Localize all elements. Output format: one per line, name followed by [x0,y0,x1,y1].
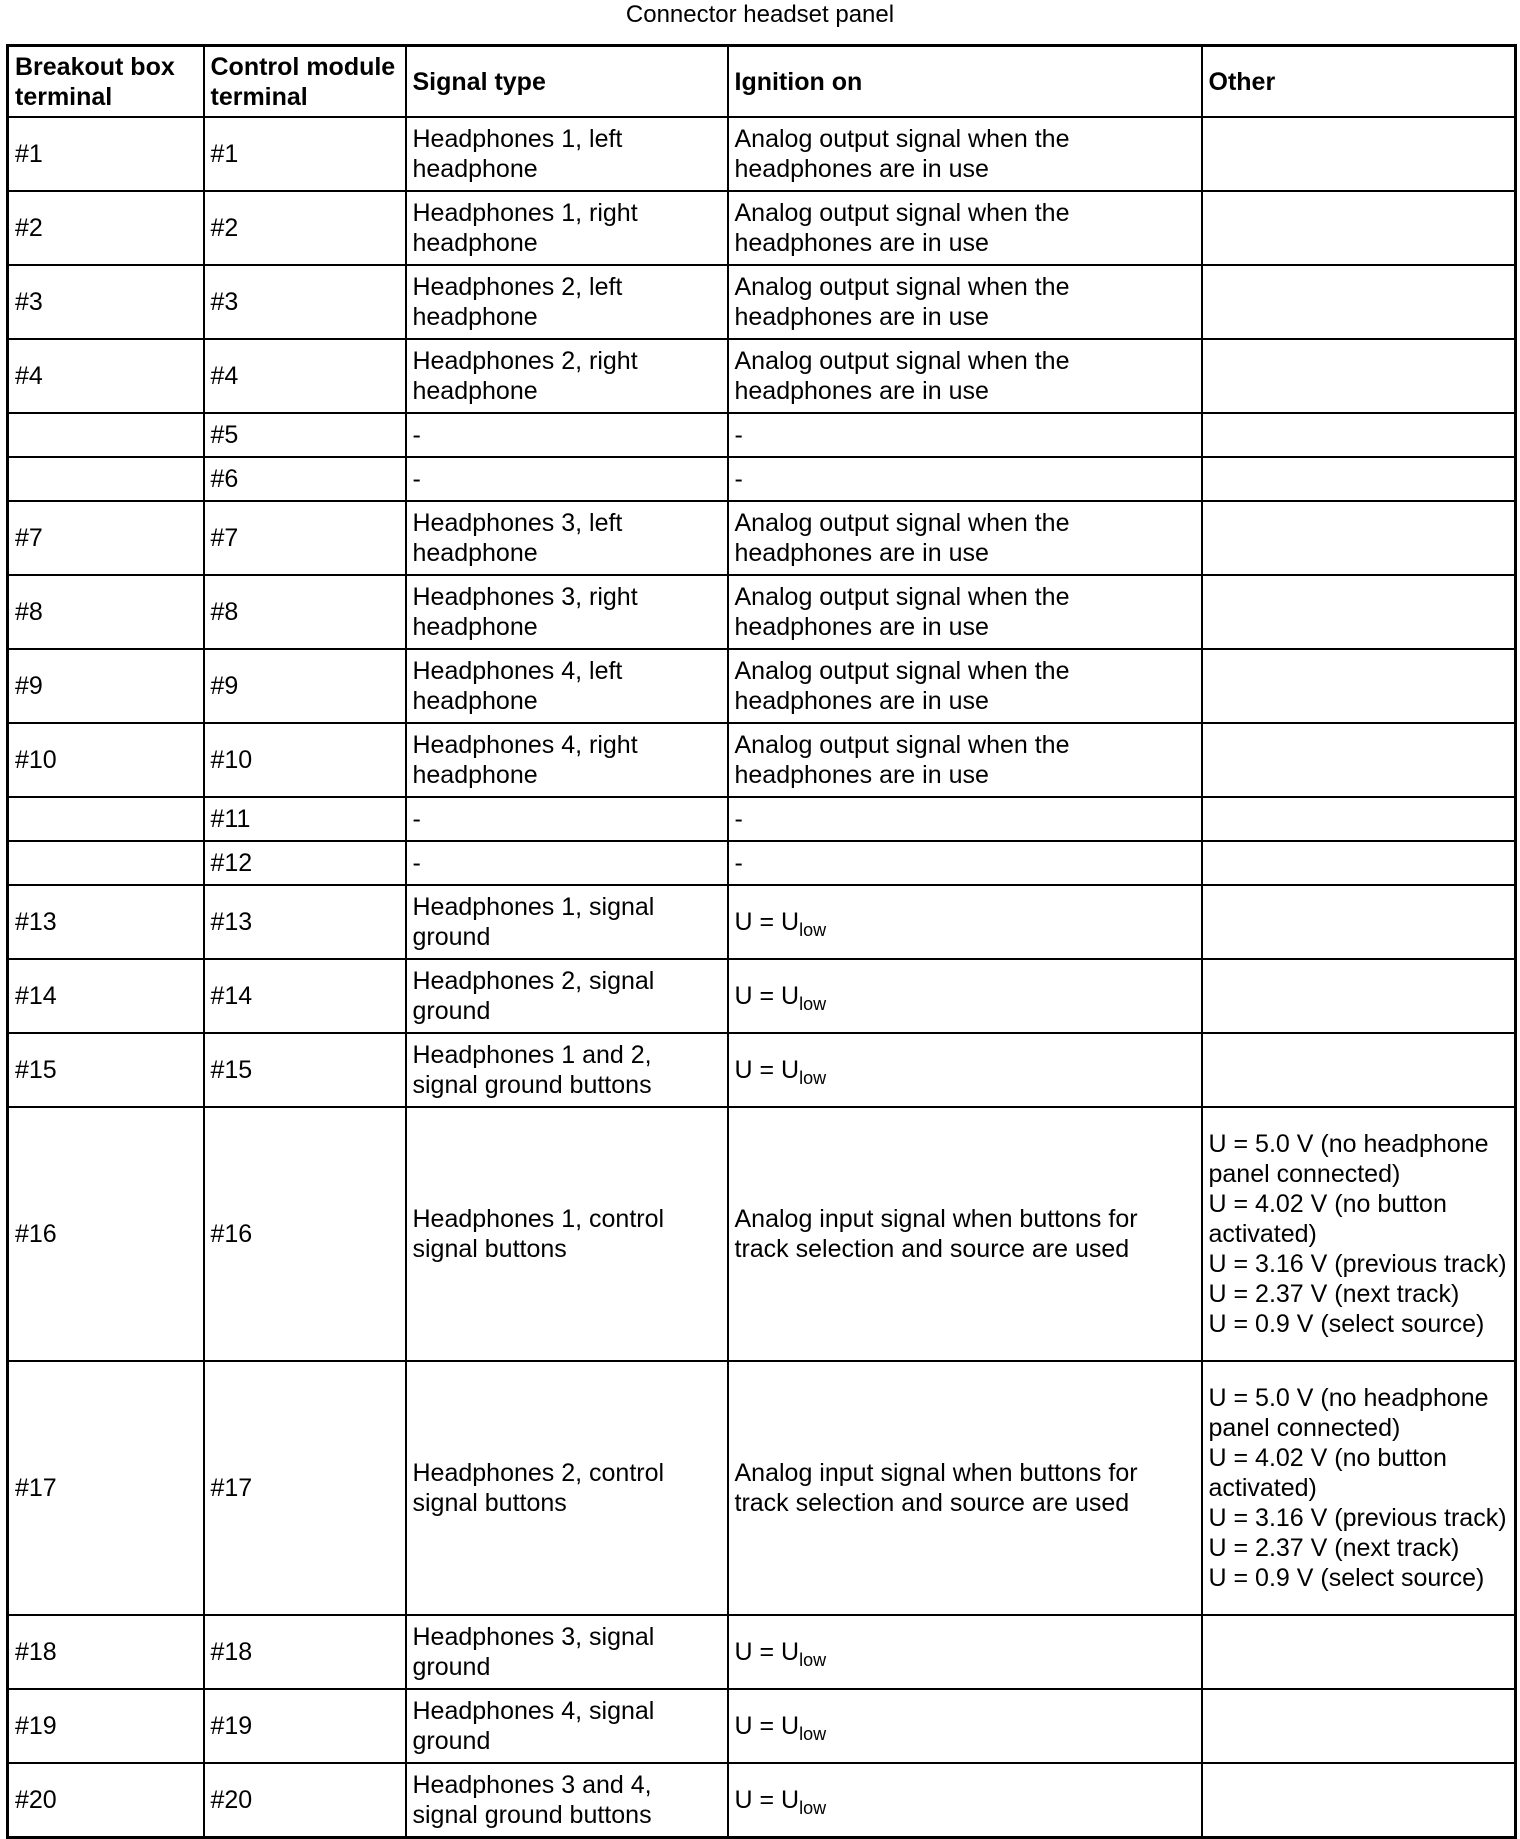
control-terminal-cell: #17 [204,1361,406,1615]
formula-base: U = U [734,1786,800,1814]
breakout-terminal-cell: #1 [8,117,204,191]
table-row [8,1033,1516,1107]
voltage-condition: U = 0.9 V (select source) [1208,1564,1485,1592]
other-cell [1202,1689,1516,1763]
breakout-terminal-cell: #9 [8,649,204,723]
control-terminal-cell: #8 [204,575,406,649]
other-cell [1202,413,1516,457]
voltage-condition: U = 2.37 V (next track) [1208,1280,1460,1308]
other-cell [1202,457,1516,501]
header-signal-type: Signal type [406,46,728,118]
ignition-on-cell [728,1689,1202,1763]
voltage-condition: U = 4.02 V (no button activated) [1208,1190,1447,1248]
table-row [8,191,1516,265]
voltage-condition: U = 3.16 V (previous track) [1208,1250,1507,1278]
table-row [8,959,1516,1033]
ignition-on-cell [728,885,1202,959]
voltage-formula [734,1786,827,1818]
table-row [8,1763,1516,1838]
breakout-terminal-cell: #19 [8,1689,204,1763]
table-row [8,265,1516,339]
breakout-terminal-cell: #16 [8,1107,204,1361]
table-row [8,1107,1516,1361]
ignition-on-cell: Analog output signal when the headphones are in use [728,649,1202,723]
ignition-on-cell: - [728,457,1202,501]
breakout-terminal-cell: #10 [8,723,204,797]
signal-type-cell: Headphones 2, signal ground [406,959,728,1033]
control-terminal-cell: #20 [204,1763,406,1838]
formula-subscript: low [799,1650,827,1670]
header-control-module-terminal: Control module terminal [204,46,406,118]
voltage-condition: U = 5.0 V (no headphone panel connected) [1208,1384,1489,1442]
signal-type-cell: Headphones 4, left headphone [406,649,728,723]
table-row [8,797,1516,841]
ignition-on-cell: - [728,413,1202,457]
breakout-terminal-cell [8,457,204,501]
ignition-on-cell [728,959,1202,1033]
signal-type-cell: Headphones 3, signal ground [406,1615,728,1689]
other-cell [1202,1615,1516,1689]
breakout-terminal-cell: #4 [8,339,204,413]
control-terminal-cell: #10 [204,723,406,797]
ignition-on-cell [728,1033,1202,1107]
signal-type-cell: - [406,841,728,885]
voltage-formula [734,982,827,1014]
table-row [8,117,1516,191]
formula-base: U = U [734,1712,800,1740]
control-terminal-cell: #9 [204,649,406,723]
signal-type-cell: Headphones 2, left headphone [406,265,728,339]
ignition-on-cell: Analog output signal when the headphones are in use [728,191,1202,265]
signal-type-cell: Headphones 1, control signal buttons [406,1107,728,1361]
other-cell [1202,265,1516,339]
ignition-on-cell: - [728,841,1202,885]
formula-base: U = U [734,1056,800,1084]
signal-type-cell: Headphones 1, right headphone [406,191,728,265]
voltage-formula [734,908,827,940]
table-row [8,1615,1516,1689]
other-cell [1202,1763,1516,1838]
breakout-terminal-cell [8,413,204,457]
breakout-terminal-cell: #13 [8,885,204,959]
table-row [8,1361,1516,1615]
control-terminal-cell: #2 [204,191,406,265]
signal-type-cell: Headphones 2, right headphone [406,339,728,413]
other-cell [1202,1107,1516,1361]
breakout-terminal-cell: #15 [8,1033,204,1107]
table-row [8,413,1516,457]
table-row [8,723,1516,797]
other-cell [1202,1361,1516,1615]
other-cell [1202,1033,1516,1107]
ignition-on-cell: Analog input signal when buttons for track selection and source are used [728,1361,1202,1615]
breakout-terminal-cell: #17 [8,1361,204,1615]
voltage-formula [734,1056,827,1088]
control-terminal-cell: #11 [204,797,406,841]
signal-type-cell: Headphones 3 and 4, signal ground buttons [406,1763,728,1838]
voltage-formula [734,1712,827,1744]
signal-type-cell: Headphones 2, control signal buttons [406,1361,728,1615]
table-header-row [8,46,1516,118]
ignition-on-cell: Analog output signal when the headphones are in use [728,339,1202,413]
voltage-condition: U = 3.16 V (previous track) [1208,1504,1507,1532]
signal-type-cell: Headphones 1, left headphone [406,117,728,191]
voltage-condition: U = 2.37 V (next track) [1208,1534,1460,1562]
breakout-terminal-cell [8,841,204,885]
table-body [8,117,1516,1838]
control-terminal-cell: #14 [204,959,406,1033]
page-title: Connector headset panel [625,1,895,28]
ignition-on-cell: Analog output signal when the headphones are in use [728,501,1202,575]
formula-base: U = U [734,908,800,936]
other-cell [1202,575,1516,649]
ignition-on-cell [728,1763,1202,1838]
breakout-terminal-cell: #7 [8,501,204,575]
other-cell [1202,191,1516,265]
other-cell [1202,885,1516,959]
formula-subscript: low [799,1068,827,1088]
signal-type-cell: - [406,457,728,501]
header-ignition-on: Ignition on [728,46,1202,118]
breakout-terminal-cell: #3 [8,265,204,339]
other-cell [1202,117,1516,191]
ignition-on-cell: - [728,797,1202,841]
formula-subscript: low [799,994,827,1014]
other-cell [1202,797,1516,841]
control-terminal-cell: #19 [204,1689,406,1763]
breakout-terminal-cell: #8 [8,575,204,649]
header-other: Other [1202,46,1516,118]
ignition-on-cell: Analog output signal when the headphones are in use [728,117,1202,191]
control-terminal-cell: #6 [204,457,406,501]
breakout-terminal-cell: #14 [8,959,204,1033]
formula-base: U = U [734,1638,800,1666]
control-terminal-cell: #13 [204,885,406,959]
formula-subscript: low [799,1724,827,1744]
other-cell [1202,339,1516,413]
table-row [8,1689,1516,1763]
other-cell [1202,723,1516,797]
ignition-on-cell: Analog output signal when the headphones are in use [728,265,1202,339]
voltage-condition: U = 0.9 V (select source) [1208,1310,1485,1338]
signal-type-cell: Headphones 1, signal ground [406,885,728,959]
control-terminal-cell: #5 [204,413,406,457]
header-breakout-box-terminal: Breakout box terminal [8,46,204,118]
table-row [8,575,1516,649]
control-terminal-cell: #7 [204,501,406,575]
table-row [8,501,1516,575]
signal-type-cell: Headphones 3, right headphone [406,575,728,649]
other-cell [1202,649,1516,723]
formula-subscript: low [799,1798,827,1818]
formula-subscript: low [799,920,827,940]
ignition-on-cell [728,1615,1202,1689]
breakout-terminal-cell: #20 [8,1763,204,1838]
breakout-terminal-cell: #2 [8,191,204,265]
table-row [8,841,1516,885]
voltage-formula [734,1638,827,1670]
control-terminal-cell: #18 [204,1615,406,1689]
signal-type-cell: Headphones 3, left headphone [406,501,728,575]
signal-type-cell: - [406,413,728,457]
control-terminal-cell: #1 [204,117,406,191]
voltage-condition: U = 4.02 V (no button activated) [1208,1444,1447,1502]
ignition-on-cell: Analog input signal when buttons for track selection and source are used [728,1107,1202,1361]
connector-pin-table [6,44,1517,1839]
table-row [8,885,1516,959]
table-row [8,457,1516,501]
control-terminal-cell: #3 [204,265,406,339]
voltage-condition: U = 5.0 V (no headphone panel connected) [1208,1130,1489,1188]
control-terminal-cell: #12 [204,841,406,885]
signal-type-cell: Headphones 1 and 2, signal ground buttons [406,1033,728,1107]
other-cell [1202,841,1516,885]
control-terminal-cell: #16 [204,1107,406,1361]
other-cell [1202,501,1516,575]
ignition-on-cell: Analog output signal when the headphones are in use [728,723,1202,797]
breakout-terminal-cell: #18 [8,1615,204,1689]
ignition-on-cell: Analog output signal when the headphones are in use [728,575,1202,649]
signal-type-cell: Headphones 4, signal ground [406,1689,728,1763]
table-row [8,649,1516,723]
formula-base: U = U [734,982,800,1010]
signal-type-cell: - [406,797,728,841]
other-cell [1202,959,1516,1033]
table-row [8,339,1516,413]
control-terminal-cell: #4 [204,339,406,413]
signal-type-cell: Headphones 4, right headphone [406,723,728,797]
breakout-terminal-cell [8,797,204,841]
control-terminal-cell: #15 [204,1033,406,1107]
